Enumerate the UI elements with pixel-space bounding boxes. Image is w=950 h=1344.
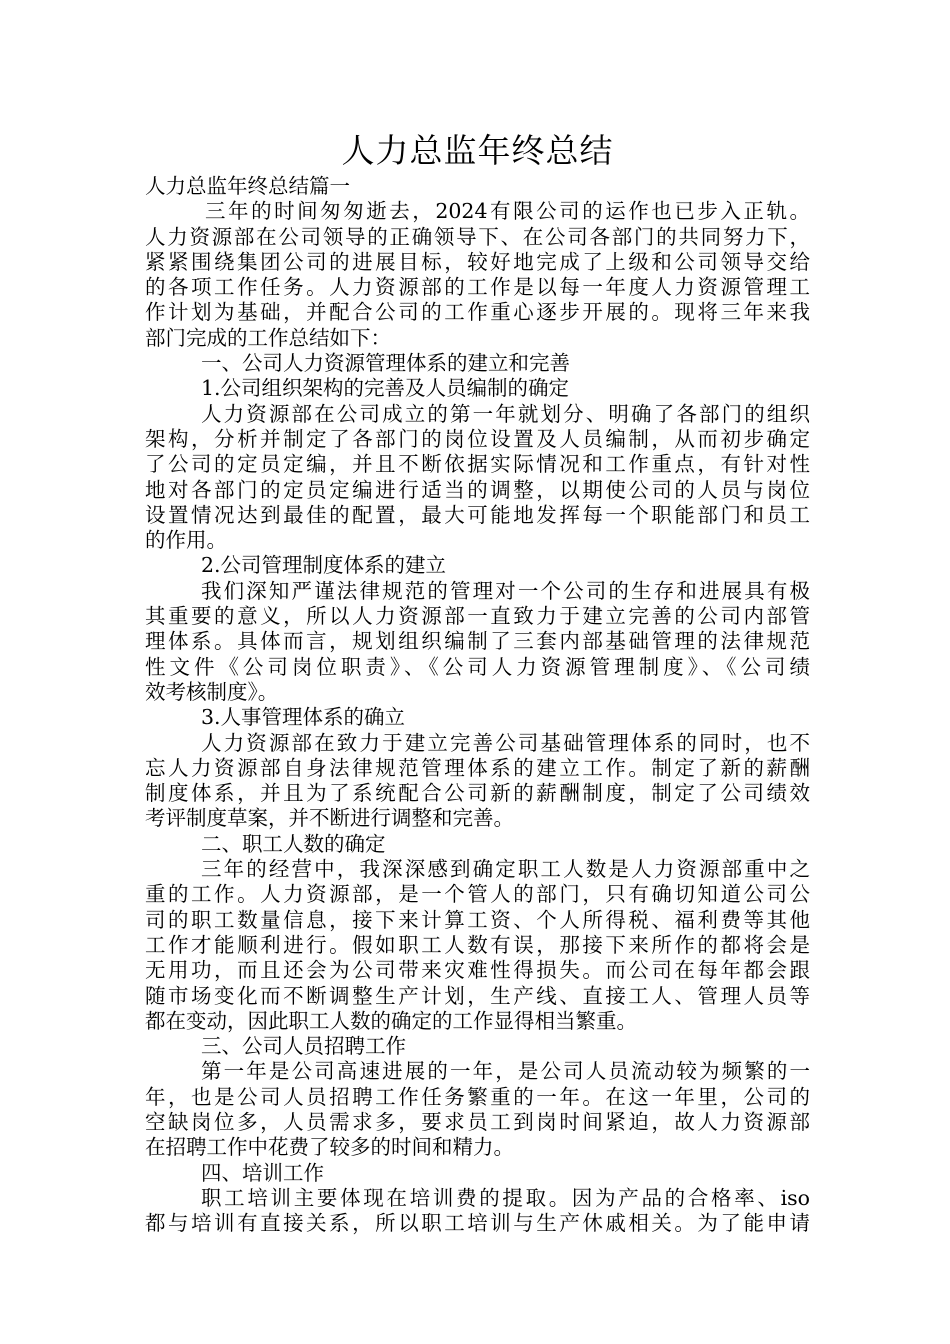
text-line: 司的职工数量信息，接下来计算工资、个人所得税、福利费等其他 [145,907,810,932]
text-line: 部门完成的工作总结如下： [145,325,391,350]
text-line: 第一年是公司高速进展的一年，是公司人员流动较为频繁的一 [201,1059,810,1084]
text-line: 作计划为基础，并配合公司的工作重心逐步开展的。现将三年来我 [145,300,810,325]
text-line: 都在变动，因此职工人数的确定的工作显得相当繁重。 [145,1008,637,1033]
text-line: 工作才能顺利进行。假如职工人数有误，那接下来所作的都将会是 [145,932,810,957]
text-line: 的作用。 [145,528,227,553]
text-line: 性文件《公司岗位职责》、《公司人力资源管理制度》、《公司绩 [145,654,810,679]
text-line: 二、职工人数的确定 [201,831,386,856]
text-line: 设置情况达到最佳的配置，最大可能地发挥每一个职能部门和员工 [145,502,810,527]
text-line: 人力总监年终总结篇一 [145,174,350,198]
document-page [145,128,810,1236]
text-line: 紧紧围绕集团公司的进展目标，较好地完成了上级和公司领导交给 [145,249,810,274]
text-line: 制度体系，并且为了系统配合公司新的薪酬制度，制定了公司绩效 [145,781,810,806]
text-line: 人力资源部在致力于建立完善公司基础管理体系的同时，也不 [201,730,810,755]
text-line: 3.人事管理体系的确立 [201,705,406,730]
text-line: 地对各部门的定员定编进行适当的调整，以期使公司的人员与岗位 [145,477,810,502]
text-line: 无用功，而且还会为公司带来灾难性得损失。而公司在每年都会跟 [145,958,810,983]
text-line: 了公司的定员定编，并且不断依据实际情况和工作重点，有针对性 [145,452,810,477]
text-line: 重的工作。人力资源部，是一个管人的部门，只有确切知道公司公 [145,882,810,907]
text-line: 空缺岗位多，人员需求多，要求员工到岗时间紧迫，故人力资源部 [145,1109,810,1134]
text-line: 一、公司人力资源管理体系的建立和完善 [201,351,570,376]
text-line: 考评制度草案，并不断进行调整和完善。 [145,806,514,831]
text-line: 三年的经营中，我深深感到确定职工人数是人力资源部重中之 [201,857,810,882]
text-line: 都与培训有直接关系，所以职工培训与生产休戚相关。为了能申请 [145,1211,810,1236]
text-line: 忘人力资源部自身法律规范管理体系的建立工作。制定了新的薪酬 [145,755,810,780]
text-line: 四、培训工作 [201,1160,324,1185]
document-body [145,174,810,1236]
text-line: 效考核制度》。 [145,679,279,704]
text-line: 架构，分析并制定了各部门的岗位设置及人员编制，从而初步确定 [145,426,810,451]
text-line: 我们深知严谨法律规范的管理对一个公司的生存和进展具有极 [201,578,810,603]
text-line: 人力资源部在公司领导的正确领导下、在公司各部门的共同努力下， [145,224,810,249]
text-line: 职工培训主要体现在培训费的提取。因为产品的合格率、iso [201,1185,810,1210]
document-title: 人力总监年终总结 [341,131,614,170]
text-line: 其重要的意义，所以人力资源部一直致力于建立完善的公司内部管 [145,604,810,629]
text-line: 三年的时间匆匆逝去，2024有限公司的运作也已步入正轨。 [205,199,810,224]
text-line: 三、公司人员招聘工作 [201,1034,406,1059]
text-line: 2.公司管理制度体系的建立 [201,553,447,578]
text-line: 年，也是公司人员招聘工作任务繁重的一年。在这一年里，公司的 [145,1084,810,1109]
text-line: 的各项工作任务。人力资源部的工作是以每一年度人力资源管理工 [145,275,810,300]
text-line: 理体系。具体而言，规划组织编制了三套内部基础管理的法律规范 [145,629,810,654]
text-line: 在招聘工作中花费了较多的时间和精力。 [145,1135,514,1160]
text-line: 1.公司组织架构的完善及人员编制的确定 [201,376,570,401]
text-line: 人力资源部在公司成立的第一年就划分、明确了各部门的组织 [201,401,810,426]
text-line: 随市场变化而不断调整生产计划，生产线、直接工人、管理人员等 [145,983,810,1008]
